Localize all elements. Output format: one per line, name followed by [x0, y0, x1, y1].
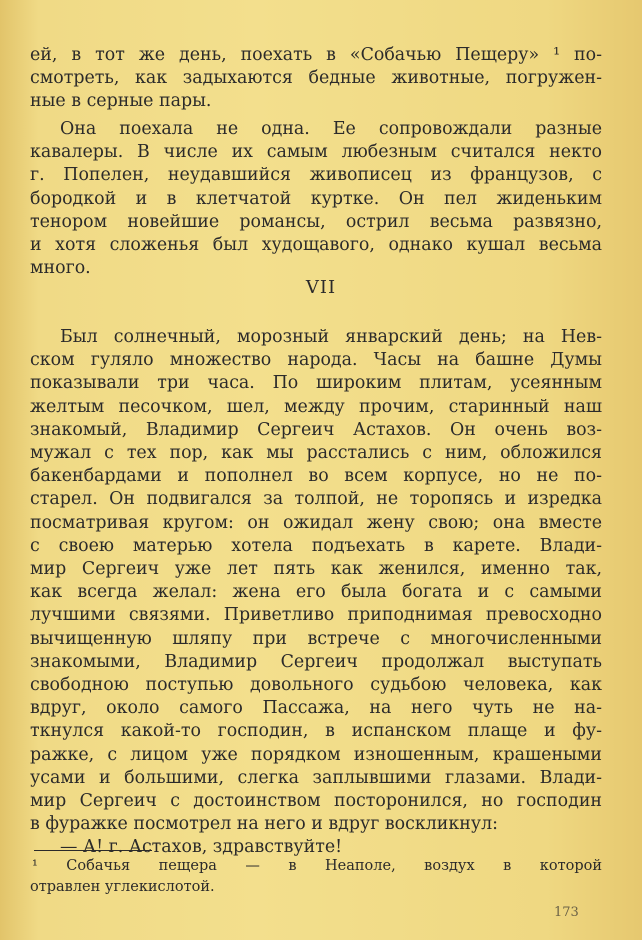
text-line: и хотя сложенья был худощавого, однако кушал весьма — [30, 235, 602, 256]
text-line: кавалеры. В числе их самым любезным считался некто — [30, 142, 602, 163]
text-line: ткнулся какой-то господин, в испанском плаще и фу- — [30, 721, 602, 742]
footnote — [30, 856, 602, 898]
text-line: ные в серные пары. — [30, 91, 212, 112]
text-line: вычищенную шляпу при встрече с многочисленными — [30, 628, 602, 649]
text-line: смотреть, как задыхаются бедные животные, погружен- — [30, 68, 602, 89]
paragraph-1 — [30, 44, 602, 114]
text-line: старел. Он подвигался за толпой, не торопясь и изредка — [30, 489, 602, 510]
page-number: 173 — [554, 905, 579, 920]
text-line: желтым песочком, шел, между прочим, старинный наш — [30, 396, 602, 417]
text-line: как всегда желал: жена его была богата и с самыми — [30, 582, 602, 603]
text-line: бакенбардами и пополнел во всем корпусе, но не по- — [30, 466, 602, 487]
text-line: бородкой и в клетчатой куртке. Он пел жиденьким — [30, 188, 602, 209]
text-line: Был солнечный, морозный январский день; на Нев- — [60, 327, 602, 347]
chapter-paragraph-1 — [30, 326, 602, 860]
text-line: посматривая кругом: он ожидал жену свою; она вместе — [30, 512, 602, 533]
text-line: вдруг, около самого Пассажа, на него чуть не на- — [30, 698, 602, 719]
text-line: ском гуляло множество народа. Часы на башне Думы — [30, 350, 602, 371]
text-line: знакомый, Владимир Сергеич Астахов. Он очень воз- — [30, 419, 602, 440]
paragraph-2 — [30, 118, 602, 280]
text-line: мужал с тех пор, как мы расстались с ним, обложился — [30, 443, 602, 464]
text-line: ей, в тот же день, поехать в «Собачью Пещеру» ¹ по- — [30, 45, 602, 65]
text-line: показывали три часа. По широким плитам, усеянным — [30, 373, 602, 394]
text-line: свободною поступью довольного судьбою человека, как — [30, 675, 602, 696]
text-line: усами и большими, слегка заплывшими глазами. Влади- — [30, 767, 602, 788]
text-line: мир Сергеич с достоинством посторонился, но господин — [30, 791, 602, 812]
footnote-line: ¹ Собачья пещера — в Неаполе, воздух в которой — [32, 858, 602, 874]
text-line: знакомыми, Владимир Сергеич продолжал выступать — [30, 651, 602, 672]
text-line: в фуражке посмотрел на него и вдруг воскликнул: — [30, 814, 498, 835]
footnote-rule — [34, 850, 152, 851]
text-line: г. Попелен, неудавшийся живописец из французов, с — [30, 165, 602, 186]
chapter-heading: VII — [305, 277, 337, 298]
text-line: много. — [30, 258, 91, 279]
text-line: мир Сергеич уже лет пять как женился, именно так, — [30, 559, 602, 580]
text-line: лучшими связями. Приветливо приподнимая превосходно — [30, 605, 602, 626]
text-line: Она поехала не одна. Ее сопровождали разные — [60, 119, 602, 139]
footnote-line: отравлен углекислотой. — [30, 879, 215, 895]
text-line: с своею матерью хотела подъехать в карете. Влади- — [30, 535, 602, 556]
text-line: ражке, с лицом уже порядком изношенным, крашеными — [30, 744, 602, 765]
dialogue-line: — А! г. Астахов, здравствуйте! — [60, 837, 343, 858]
text-line: тенором новейшие романсы, острил весьма развязно, — [30, 211, 602, 232]
